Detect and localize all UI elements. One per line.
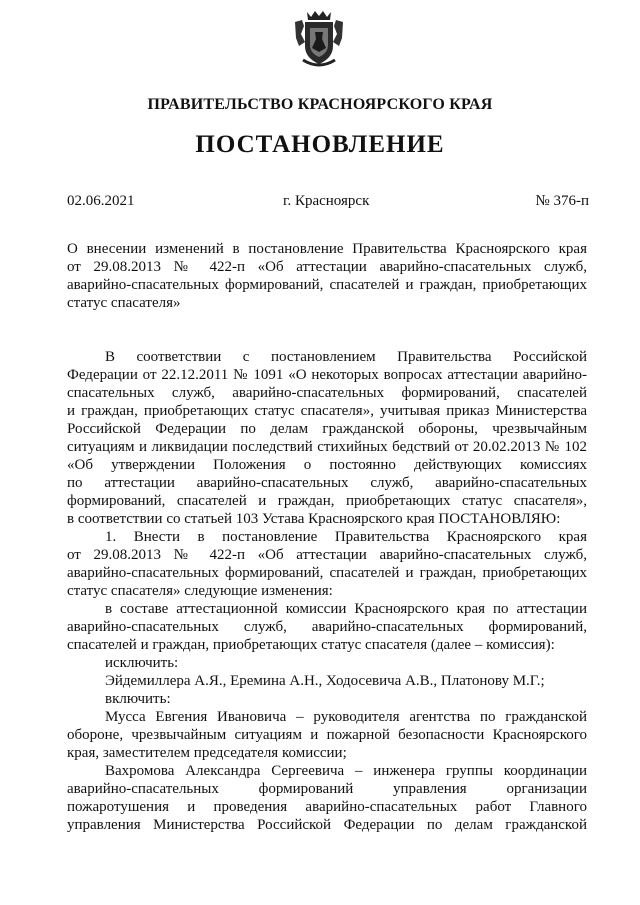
title-line: О внесении изменений в постановление Правительства Красноярского края bbox=[67, 241, 587, 257]
body-line: обороне, чрезвычайным ситуациям и пожарной безопасности Красноярского bbox=[67, 727, 587, 743]
body-line: аварийно-спасательных формирований управления организации bbox=[67, 781, 587, 797]
body-line: формирований, спасателей и граждан, приобретающих статус спасателя», bbox=[67, 493, 587, 509]
document-type: ПОСТАНОВЛЕНИЕ bbox=[195, 131, 445, 158]
coat-of-arms-icon bbox=[293, 8, 345, 70]
body-line: Вахромова Александра Сергеевича – инженера группы координации bbox=[105, 763, 587, 779]
body-line: от 29.08.2013 № 422-п «Об аттестации аварийно-спасательных служб, bbox=[67, 547, 587, 563]
body-line: в соответствии со статьей 103 Устава Красноярского края ПОСТАНОВЛЯЮ: bbox=[67, 511, 561, 527]
document-body bbox=[67, 348, 587, 834]
body-line: «Об утверждении Положения о постоянно действующих комиссиях bbox=[67, 457, 587, 473]
body-line: В соответствии с постановлением Правительства Российской bbox=[105, 349, 587, 365]
body-line: статус спасателя» следующие изменения: bbox=[67, 583, 333, 599]
body-line: в составе аттестационной комиссии Красноярского края по аттестации bbox=[105, 601, 587, 617]
title-line: от 29.08.2013 № 422-п «Об аттестации аварийно-спасательных служб, bbox=[67, 259, 587, 275]
body-line: Федерации от 22.12.2011 № 1091 «О некоторых вопросах аттестации аварийно- bbox=[67, 367, 587, 383]
document-city: г. Красноярск bbox=[283, 193, 370, 209]
body-line: управления Министерства Российской Федерации по делам гражданской bbox=[67, 817, 587, 833]
body-line: Эйдемиллера А.Я., Еремина А.Н., Ходосевича А.В., Платонову М.Г.; bbox=[105, 673, 545, 689]
body-line: ситуациям и ликвидации последствий стихийных бедствий от 20.02.2013 № 102 bbox=[67, 439, 587, 455]
body-line: аварийно-спасательных формирований, спасателей и граждан, приобретающих bbox=[67, 565, 587, 581]
body-line: по аттестации аварийно-спасательных служб, аварийно-спасательных bbox=[67, 475, 587, 491]
body-line: пожаротушения и проведения аварийно-спасательных работ Главного bbox=[67, 799, 587, 815]
body-line: Мусса Евгения Ивановича – руководителя агентства по гражданской bbox=[105, 709, 587, 725]
body-line: исключить: bbox=[105, 655, 179, 671]
body-line: аварийно-спасательных служб, аварийно-спасательных формирований, bbox=[67, 619, 587, 635]
title-line: аварийно-спасательных формирований, спасателей и граждан, приобретающих bbox=[67, 277, 587, 293]
body-line: включить: bbox=[105, 691, 171, 707]
body-line: спасательных служб, аварийно-спасательных формирований, спасателей bbox=[67, 385, 587, 401]
organization-name: ПРАВИТЕЛЬСТВО КРАСНОЯРСКОГО КРАЯ bbox=[147, 96, 493, 113]
body-line: края, заместителем председателя комиссии; bbox=[67, 745, 347, 761]
body-line: 1. Внести в постановление Правительства Красноярского края bbox=[105, 529, 587, 545]
title-line: статус спасателя» bbox=[67, 295, 181, 311]
document-title bbox=[67, 240, 587, 312]
body-line: спасателей и граждан, приобретающих статус спасателя (далее – комиссия): bbox=[67, 637, 555, 653]
body-line: и граждан, приобретающих статус спасателя», учитывая приказ Министерства bbox=[67, 403, 587, 419]
document-number: № 376-п bbox=[535, 193, 589, 209]
body-line: Российской Федерации по делам гражданской обороны, чрезвычайным bbox=[67, 421, 587, 437]
document-date: 02.06.2021 bbox=[67, 193, 135, 209]
